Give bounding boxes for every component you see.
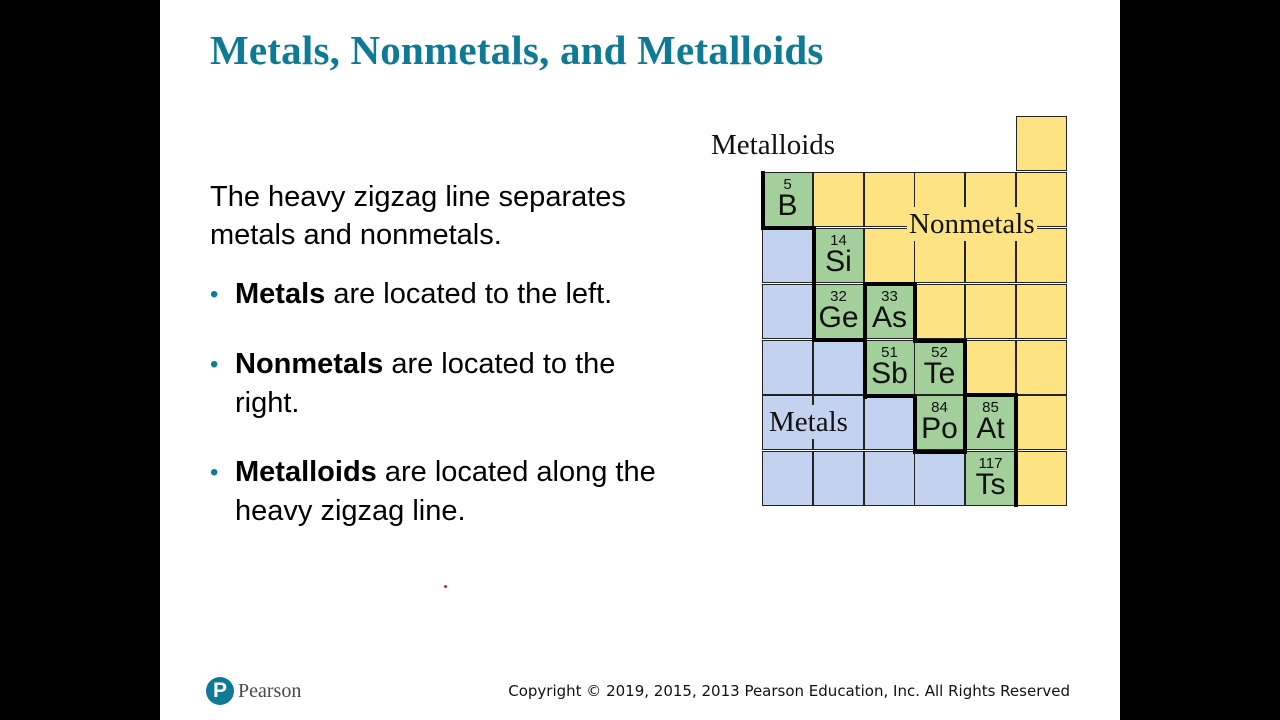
element-cell-ts [965,451,1016,506]
table-cell-nonmetal [914,284,965,339]
pointer-dot [444,585,447,588]
intro-text: The heavy zigzag line separates metals and nonmetals. [210,181,626,251]
bullet-dot-icon: • [210,351,219,378]
table-cell-metal [813,451,864,506]
element-cell-si [813,228,864,283]
atomic-number: 85 [982,399,999,416]
table-cell-nonmetal [965,340,1016,395]
table-cell-nonmetal [965,284,1016,339]
table-cell-nonmetal [1016,228,1067,283]
table-cell-nonmetal [965,228,1016,283]
element-cell-at [965,395,1016,450]
bullet-nonmetals [210,345,670,423]
table-cell-nonmetal [1016,340,1067,395]
table-cell-metal [762,340,813,395]
table-cell-nonmetal [1016,284,1067,339]
atomic-number: 33 [881,288,898,305]
copyright-notice: Copyright © 2019, 2015, 2013 Pearson Education, Inc. All Rights Reserved [508,682,1070,700]
table-cell-nonmetal [914,228,965,283]
pearson-logo-text: Pearson [238,679,302,702]
element-symbol: Sb [871,357,908,390]
element-cell-te [914,340,965,395]
element-symbol: Te [923,357,956,390]
atomic-number: 5 [783,176,792,193]
atomic-number: 52 [931,344,948,361]
element-cell-as [864,284,915,339]
table-cell-nonmetal [1016,116,1067,171]
slide [160,0,1120,720]
bullet-dot-icon: • [210,459,219,486]
element-symbol: At [976,412,1005,445]
bullet-text: are located to the right. [235,348,616,419]
pearson-logo-icon: P [206,677,234,705]
element-cell-sb [864,340,915,395]
atomic-number: 32 [830,288,847,305]
pearson-logo [206,676,301,706]
table-cell-metal [762,395,813,450]
atomic-number: 14 [830,232,847,249]
table-cell-nonmetal [965,172,1016,227]
bullet-metalloids [210,453,670,531]
table-cell-metal [762,451,813,506]
table-cell-metal [813,395,864,450]
table-cell-nonmetal [1016,172,1067,227]
atomic-number: 84 [931,399,948,416]
table-cell-nonmetal [864,172,915,227]
table-cell-metal [762,228,813,283]
element-symbol: Po [921,412,958,445]
atomic-number: 117 [978,455,1003,472]
element-symbol: Ge [818,301,859,334]
element-cell-b [762,172,813,227]
metalloids-label: Metalloids [711,129,836,161]
element-cell-po [914,395,965,450]
bullet-bold: Metals [235,278,326,310]
table-cell-nonmetal [864,228,915,283]
bullet-text: are located along the heavy zigzag line. [235,456,656,527]
slide-title: Metals, Nonmetals, and Metalloids [210,27,824,73]
element-symbol: B [777,189,798,222]
element-symbol: Si [825,245,852,278]
element-symbol: As [871,301,907,334]
nonmetals-label: Nonmetals [909,208,1035,240]
table-cell-nonmetal [813,172,864,227]
bullet-metals [210,275,670,314]
table-cell-nonmetal [914,172,965,227]
atomic-number: 51 [881,344,898,361]
element-cell-ge [813,284,864,339]
table-cell-nonmetal [1016,451,1067,506]
table-cell-metal [914,451,965,506]
table-cell-nonmetal [1016,395,1067,450]
bullet-text: are located to the left. [325,278,613,310]
table-cell-metal [813,340,864,395]
bullet-bold: Metalloids [235,456,377,488]
metals-label: Metals [769,406,848,438]
element-symbol: Ts [975,468,1006,501]
bullet-dot-icon: • [210,281,219,308]
table-cell-metal [864,395,915,450]
bullet-bold: Nonmetals [235,348,384,380]
table-cell-metal [864,451,915,506]
table-cell-metal [762,284,813,339]
